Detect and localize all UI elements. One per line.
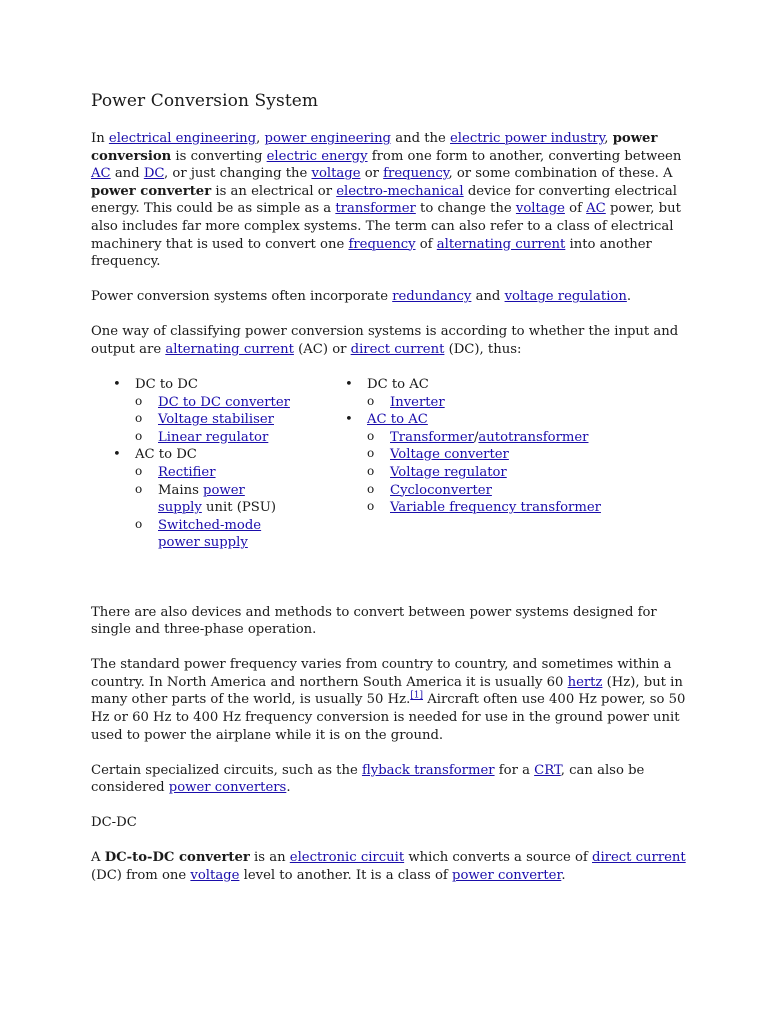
text: / — [473, 429, 479, 445]
link-electric-energy[interactable]: electric energy — [266, 148, 368, 164]
text: (DC), thus: — [444, 341, 522, 357]
link-ac[interactable]: AC — [586, 201, 606, 217]
text: In — [91, 131, 109, 146]
page-title: Power Conversion System — [91, 91, 319, 111]
reference-link[interactable]: [1] — [410, 691, 424, 702]
text: to change the — [415, 201, 516, 217]
text: (DC) from one — [91, 868, 191, 884]
list-label: DC to AC — [367, 377, 429, 393]
link-power-converter[interactable]: power converter — [452, 868, 562, 884]
list-item-ac-to-dc — [113, 446, 343, 464]
list-subitem — [135, 429, 343, 447]
link-transformer[interactable]: Transformer — [390, 429, 474, 445]
text: A — [91, 850, 105, 866]
list-item-dc-to-dc — [113, 376, 343, 394]
bold-term: DC-to-DC converter — [104, 850, 250, 866]
link-electric-power-industry[interactable]: electric power industry — [450, 131, 605, 146]
link-flyback-transformer[interactable]: flyback transformer — [361, 762, 495, 778]
text: , or just changing the — [164, 166, 312, 182]
text: , can also be considered — [91, 762, 645, 796]
link-voltage-stabiliser[interactable]: Voltage stabiliser — [158, 412, 274, 428]
bold-term: power converter — [91, 183, 212, 199]
link-redundancy[interactable]: redundancy — [392, 289, 472, 305]
link-inverter[interactable]: Inverter — [390, 394, 445, 410]
link-voltage[interactable]: voltage — [190, 868, 240, 884]
link-power-engineering[interactable]: power engineering — [264, 131, 392, 146]
text: unit (PSU) — [201, 500, 277, 516]
redundancy-paragraph — [91, 288, 691, 306]
list-item-dc-to-ac — [345, 376, 645, 394]
list-subitem — [367, 429, 645, 447]
three-phase-paragraph: There are also devices and methods to convert between power systems designed for single and three-phase operation. — [91, 604, 657, 638]
text: and — [110, 166, 144, 182]
text: into another frequency. — [91, 236, 652, 270]
link-alternating-current[interactable]: alternating current — [436, 236, 566, 252]
frequency-paragraph — [91, 656, 691, 744]
list-subitem — [135, 394, 343, 412]
list-subitem — [135, 482, 343, 517]
link-direct-current[interactable]: direct current — [350, 341, 445, 357]
link-autotransformer[interactable]: autotransformer — [478, 429, 589, 445]
text: is converting — [171, 148, 267, 164]
list-item-ac-to-ac — [345, 411, 645, 429]
link-alternating-current[interactable]: alternating current — [165, 341, 294, 357]
specialized-circuits-paragraph — [91, 762, 691, 797]
list-subitem — [367, 446, 645, 464]
smps-text — [158, 517, 288, 552]
text: of — [564, 201, 587, 217]
link-dc[interactable]: DC — [143, 166, 165, 182]
link-direct-current[interactable]: direct current — [592, 850, 686, 866]
link-electro-mechanical[interactable]: electro-mechanical — [336, 183, 464, 199]
link-hertz[interactable]: hertz — [567, 674, 603, 690]
link-power-supply[interactable]: power supply — [158, 482, 245, 516]
section-heading-dc-dc: DC-DC — [91, 815, 137, 831]
list-subitem — [367, 499, 645, 517]
link-rectifier[interactable]: Rectifier — [158, 465, 216, 480]
text: Power conversion systems often incorporate — [91, 289, 393, 305]
text: or — [360, 166, 384, 182]
text: and — [471, 289, 505, 305]
list-column-right — [345, 376, 645, 517]
text: , or some combination of these. A — [448, 166, 673, 182]
bold-term: power conversion — [91, 131, 658, 164]
text: power, but also includes far more complex systems. The term can also refer to a class of electrical machinery that is used to convert one — [91, 201, 681, 252]
document-body — [91, 90, 691, 902]
list-column-left — [113, 376, 343, 552]
link-voltage-regulation[interactable]: voltage regulation — [504, 289, 627, 305]
link-voltage[interactable]: voltage — [311, 166, 361, 182]
text: device for converting electrical energy. This could be as simple as a — [91, 183, 677, 217]
list-label: DC to DC — [135, 377, 198, 393]
text: of — [415, 236, 437, 252]
link-voltage-converter[interactable]: Voltage converter — [390, 447, 509, 463]
link-ac-to-ac[interactable]: AC to AC — [367, 412, 428, 428]
text: from one form to another, converting between — [367, 148, 682, 164]
dc-dc-paragraph — [91, 849, 691, 884]
link-switched-mode-power-supply[interactable]: Switched-mode power supply — [158, 517, 262, 551]
text: , — [604, 131, 613, 146]
list-subitem — [367, 482, 645, 500]
link-variable-frequency-transformer[interactable]: Variable frequency transformer — [390, 500, 601, 516]
text: (AC) or — [293, 341, 351, 357]
text: Certain specialized circuits, such as the — [91, 762, 362, 778]
link-cycloconverter[interactable]: Cycloconverter — [390, 482, 492, 498]
text: , — [256, 131, 265, 146]
text: . — [626, 289, 632, 305]
text: (Hz), but in many other parts of the world, is usually 50 Hz. — [91, 674, 683, 708]
link-dc-to-dc-converter[interactable]: DC to DC converter — [158, 394, 290, 410]
text: and the — [391, 131, 450, 146]
text: . — [286, 780, 291, 796]
link-frequency[interactable]: frequency — [383, 166, 449, 182]
list-subitem — [367, 394, 645, 412]
link-linear-regulator[interactable]: Linear regulator — [158, 429, 269, 445]
link-ac[interactable]: AC — [91, 166, 111, 182]
list-subitem — [135, 517, 343, 552]
text: One way of classifying power conversion systems is according to whether the input and output are — [91, 324, 679, 357]
text: is an electrical or — [211, 183, 337, 199]
link-frequency[interactable]: frequency — [348, 236, 416, 252]
text: The standard power frequency varies from country to country, and sometimes within a country. In North America and northern South America it is usually 60 — [91, 657, 672, 690]
link-electronic-circuit[interactable]: electronic circuit — [289, 850, 405, 866]
text: is an — [249, 850, 290, 866]
text: level to another. It is a class of — [239, 868, 452, 884]
text: Mains — [158, 482, 204, 498]
link-electrical-engineering[interactable]: electrical engineering — [108, 131, 257, 146]
list-label: AC to DC — [135, 447, 197, 463]
text: . — [561, 868, 566, 884]
text: which converts a source of — [404, 850, 592, 866]
list-subitem — [367, 464, 645, 482]
intro-paragraph — [91, 130, 691, 271]
link-voltage-regulator[interactable]: Voltage regulator — [390, 465, 507, 480]
link-transformer[interactable]: transformer — [335, 201, 416, 217]
psu-text — [158, 482, 288, 517]
list-subitem — [135, 411, 343, 429]
conversion-lists — [91, 376, 691, 586]
list-subitem — [135, 464, 343, 482]
link-crt[interactable]: CRT — [534, 762, 561, 778]
link-power-converters[interactable]: power converters — [168, 780, 287, 796]
classification-paragraph — [91, 323, 691, 358]
link-voltage[interactable]: voltage — [515, 201, 565, 217]
text: for a — [494, 762, 535, 778]
text: Aircraft often use 400 Hz power, so 50 Hz or 60 Hz to 400 Hz frequency conversion is needed for use in the ground power unit used to power the airplane while it is on the ground. — [91, 692, 686, 743]
